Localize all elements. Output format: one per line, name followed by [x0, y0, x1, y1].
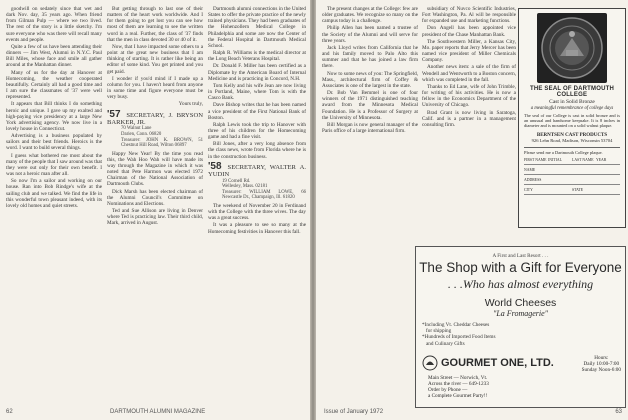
paragraph: So now I'm a sailor and working on our house. Ran into Bob Rindge's wife at the sailing club and we talked. We find the life in this wonderful town pleasant indeed, with its lovely old homes and quiet streets.	[6, 178, 102, 209]
paragraph: But getting through to last one of their matters of the heart work worldwide. And I for them going to get lost you can see how most of them are learning to see the written word in a real. Further, the class of '37 finds that the men in class devoted 30 or 40 of it.	[107, 6, 203, 43]
paragraph: Ted and Sue Allison are living in Denver where Ted is practicing law. Their third child, Mark, arrived in August.	[107, 208, 203, 227]
gourmet-advertisement	[415, 246, 626, 408]
paragraph: Many of us for the day at Hanover at Homecoming, the weather cooperated beautifully. Certainly all had a good time and I am sure the classmates of '37 were well represented.	[6, 69, 102, 101]
treasurer: Treasurer: WILLIAM LOWE, 66 Newcastle Dr., Champaign, Ill. 61820	[222, 189, 306, 201]
seal-ad-maker: BERNTSEN CAST PRODUCTS	[536, 132, 608, 138]
paragraph: Tom Kelly and his wife Jean are now living in Portland, Maine, where Tom is with the Casco Bank.	[208, 82, 306, 102]
list-item: *Hundreds of Imported Food Items	[422, 334, 496, 341]
seal-ad-title: THE SEAL OF DARTMOUTH COLLEGE	[529, 86, 615, 98]
seal-ad-subtitle: Cast in Solid Bronze	[549, 99, 595, 105]
paragraph: The present changes at the College: few are older graduates. We recognize so many on the campus today is a challenge.	[322, 6, 418, 25]
gourmet-hours	[582, 355, 621, 374]
form-label: YEAR	[596, 157, 607, 162]
secretary-city: Darien, Conn. 06820	[121, 131, 162, 137]
paragraph: The Southwestern Miller, a Kansas City, Mo. paper reports that Jerry Mercer has been named vice president of Miller Chemicals Company.	[422, 38, 516, 64]
form-row-city[interactable]	[524, 188, 620, 195]
hours-line: Hours:	[594, 355, 609, 361]
secretary-name: SECRETARY, J. BRYSON BARKER, JR.	[107, 111, 203, 126]
paragraph: Ralph Lewis took the trip to Hanover with three of his children for the Homecoming game and had a fine visit.	[208, 121, 306, 141]
paragraph: Brad Grant is now living in Saratoga, Calif. and is a partner in a management consulting firm.	[422, 109, 516, 128]
paragraph: It was a pleasure to see so many at the Homecoming festivities in Hanover this fall.	[208, 222, 306, 235]
paragraph: Jack Lloyd writes from California that he and his family moved to Palo Alto this summer and that he has joined a law firm there.	[322, 44, 418, 70]
order-form	[524, 147, 620, 195]
address-line: Across the river — 649-1233	[428, 381, 489, 387]
address-line: Main Street — Norwich, Vt.	[428, 375, 488, 381]
paragraph: Quite a few of us have been attending their dinners — Jim West, Alumni in N.Y.C. Paul Bill Miles, whose face and smile all gather around at the Manhattan dinner.	[6, 43, 102, 69]
paragraph: Dave Bishop writes that he has been named a vice president of the First National Bank of Boston.	[208, 102, 306, 121]
secretary-address: 70 Walnut Lane	[121, 126, 152, 132]
paragraph: Dr. Donald F. Miller has been certified as a Diplomate by the American Board of Internal Medicine and is practicing in Concord, N.H.	[208, 63, 306, 82]
dartmouth-seal-image	[537, 13, 607, 83]
seal-advertisement	[518, 8, 626, 228]
class-header-58	[208, 160, 306, 201]
treasurer: Treasurer: JOHN K. BROWN, 51 Chestnut Hill Road, Wilton 06897	[121, 137, 203, 149]
form-label: LAST NAME	[572, 157, 594, 162]
page-number-left: 62	[6, 409, 13, 415]
gourmet-logo-row	[422, 355, 554, 371]
cheese-ad-product-sub: "La Fromagerie"	[492, 309, 549, 318]
paragraph: The weekend of November 20 in Ferdinand with the College with the three wives. The day was a great success.	[208, 202, 306, 222]
paragraph: Now to some news of you: The Springfield, Mass., architectural firm of Coffey & Associates is one of the largest in the state.	[322, 70, 418, 89]
paragraph: Bill Morgan is now general manager of the Paris office of a large international firm.	[322, 121, 418, 134]
paragraph: Bill Jones, after a very long absence from the class news, wrote from Florida where he is in the construction business.	[208, 141, 306, 160]
list-item: and Culinary Gifts	[426, 340, 465, 347]
paragraph: subsidiary of Nuvco Scientific Industries, Fort Washington, Pa. Al will be responsible for expanded use and marketing functions.	[422, 6, 516, 25]
paragraph: Philip Allen has been named a trustee of the Society of the Alumni and will serve for three years.	[322, 25, 418, 44]
paragraph: Now, that I have impacted some others to a point at the great new business that I am thinking of starting. It is rather like being an editor of some kind. You get printed and you get paid.	[107, 43, 203, 75]
paragraph: Dartmouth alumni connections in the United States to offer the private practice of the newly trained physicians. They had been graduates of the Hohenzollern Medical College in Philadelphia and some are now the Center of the Federal Hospital in Dartmouth Medical School.	[208, 6, 306, 49]
paragraph: It appears that Bill thinks I do something heroic and unique. I gave up my exalted and high-paying vice presidency at a large New York advertising agency. We now live in a lovely house in Connecticut.	[6, 101, 102, 132]
class-header-57	[107, 108, 203, 149]
footer-issue: Issue of January 1972	[324, 409, 384, 415]
cheese-ad-preheader: A First and Last Resort . . .	[492, 253, 549, 259]
order-form-intro: Please send me a Dartmouth College plaque.	[524, 149, 603, 155]
list-item: *Including Vt. Cheddar Cheeses	[422, 322, 490, 328]
list-item: for shipping	[426, 328, 452, 335]
form-label: STATE	[572, 187, 584, 192]
paragraph: Dr. Bob Van Bemmel is one of four winners of the 1971 distinguished teaching award from the Minnesota Medical Foundation. He is a Professor of Surgery at the University of Minnesota.	[322, 90, 418, 121]
gourmet-address	[428, 375, 489, 399]
left-column-1	[6, 6, 102, 402]
gourmet-logo-icon	[422, 355, 438, 371]
form-label: CITY	[524, 187, 533, 192]
seal-ad-body: The seal of our College is cast in solid bronze and is an unusual and handsome keepsake. It is 8 inches in diameter and is mounted on a solid walnut plaque.	[524, 113, 620, 129]
cheese-ad-product: World Cheeses	[484, 297, 557, 309]
seal-icon	[540, 16, 604, 80]
paragraph: goodwill on sedately since that wet and dark Nov. day, 35 years ago. When friend from Gilman Pulp — where we two lived. The rest of the story is a little sketchy. I'm sure everyone who was there will recall many events and people.	[6, 6, 102, 43]
cheese-ad-subhead: . . .Who has almost everything	[447, 277, 594, 291]
left-page	[0, 0, 310, 420]
page-number-right: 63	[615, 409, 622, 415]
paragraph: Yours truly,	[178, 101, 203, 108]
cheese-ad-headline: The Shop with a Gift for Everyone	[419, 260, 622, 275]
left-column-2	[107, 6, 203, 402]
form-row-name[interactable]	[524, 158, 620, 165]
form-row-address[interactable]	[524, 178, 620, 185]
footer-title: DARTMOUTH ALUMNI MAGAZINE	[110, 409, 206, 415]
paragraph: Don Angell has been appointed vice president of the Chase Manhattan Bank.	[422, 25, 516, 38]
gourmet-company-name: GOURMET ONE, LTD.	[441, 357, 554, 369]
hours-line: Sunday Noon-6:00	[581, 367, 621, 374]
address-line: a Complete Gourmet Party!!	[428, 393, 488, 399]
form-label: FIRST NAME	[524, 157, 547, 162]
class-year: '57	[107, 108, 121, 120]
secretary-address: 19 Cornell Rd.	[222, 178, 251, 184]
paragraph: Happy New Year! By the time you read this, the Wah Hoo Wah will have made its way through the Magazine in which it was noted that Pete Harmon was elected 1972 Chairman of the National Association of Dartmouth Clubs.	[107, 150, 203, 188]
form-label: INITIAL	[548, 157, 562, 162]
paragraph: Dick Marsh has been elected chairman of the Alumni Council's Committee on Nominations and Elections.	[107, 188, 203, 207]
form-row-name-2[interactable]	[524, 168, 620, 175]
secretary-city: Wellesley, Mass. 02181	[222, 184, 268, 190]
left-column-3	[208, 6, 306, 402]
form-label: NAME	[524, 167, 536, 172]
address-line: Order by Phone —	[428, 387, 468, 393]
paragraph: Ralph R. Williams is the medical director at the Long Beach Veterans Hospital.	[208, 50, 306, 63]
form-label: ADDRESS	[524, 177, 542, 182]
right-column-1	[322, 6, 418, 402]
secretary-name: SECRETARY, WALTER A. YUDIN	[208, 163, 306, 179]
paragraph: I guess what bothered me most about the many of the people that I saw around was that they were out only for their own benefit. I was not a heroic man after all.	[6, 152, 102, 178]
hours-line: Daily 10:00-7:00	[583, 361, 620, 368]
paragraph: Advertising is a business populated by sailors and their best friends. Heroics is the word. I want to build several things.	[6, 133, 102, 152]
paragraph: I wonder if you'd mind if I made up a column for you. I haven't heard from anyone in some time and figure everyone must be very busy.	[107, 75, 203, 101]
paragraph: Thanks to Ed Lane, wife of John Trimble, for writing of his activities. He is now a fellow in the Economics Department of the University of Chicago.	[422, 83, 516, 109]
paragraph: Another news item: a sale of the firm of Wendell and Wentworth to a Boston concern, which was completed in the fall.	[422, 64, 516, 83]
seal-ad-tagline: a meaningful remembrance of college days	[530, 106, 614, 111]
seal-ad-address: 926 Lehn Road, Madison, Wisconsin 53704	[531, 137, 613, 143]
class-year: '58	[208, 160, 222, 172]
cheese-ad-list	[422, 322, 625, 347]
